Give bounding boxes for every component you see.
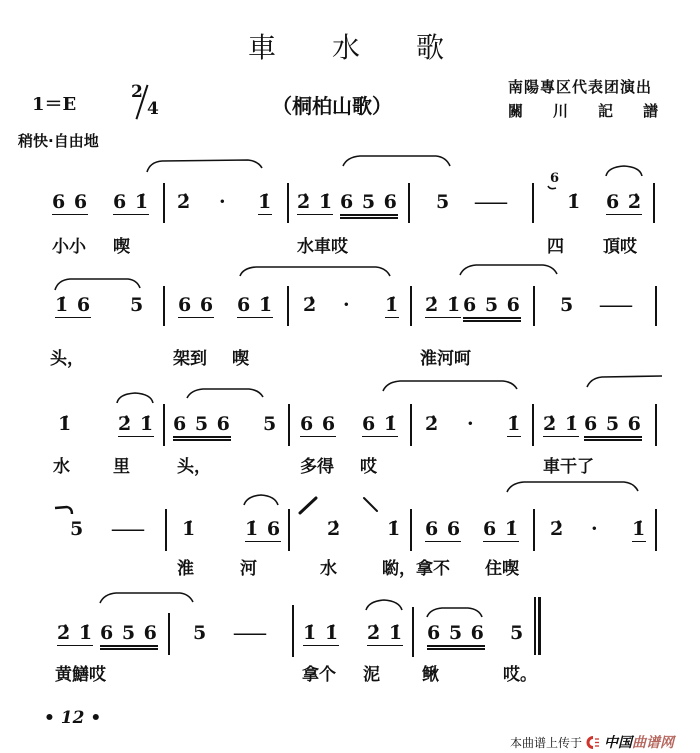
note-group: 6 1̇ (113, 191, 150, 213)
lyric: 喲，拿不 (382, 559, 450, 579)
barline (163, 404, 165, 446)
note: 1̇ (632, 518, 647, 540)
barline (533, 509, 535, 551)
barline (655, 509, 657, 551)
lyric: 淮 (177, 559, 194, 579)
note-group: 2̇ 1̇ (297, 191, 334, 213)
note-group: 6 6 (52, 191, 89, 213)
sustain-dash: — (598, 293, 634, 317)
slur (427, 608, 482, 617)
song-title: 車水歌 (248, 31, 501, 64)
site-name-part2: 曲谱网 (632, 735, 675, 751)
note-group: 6 6 (425, 518, 462, 540)
note-group: 6 6 (300, 413, 337, 435)
dot-extension: · (591, 518, 599, 540)
tie (366, 600, 402, 610)
note-group: 1̇ 1̇ (303, 622, 340, 644)
glissando-up-mark (300, 498, 316, 513)
note: 5 (263, 413, 278, 435)
note-group: 6 6 (178, 294, 215, 316)
note-group: 6 5 6 (427, 621, 485, 650)
barline (288, 404, 290, 446)
lyric: 住喫 (485, 559, 519, 579)
slur (343, 156, 450, 166)
lyric: 喫 (232, 349, 249, 369)
lyric: 头， (177, 457, 211, 477)
barline (163, 286, 165, 326)
barline (410, 286, 412, 326)
lyric: 喫 (113, 237, 130, 257)
lyric: 哎。 (503, 665, 537, 685)
barline (653, 183, 655, 223)
dot-extension: · (467, 413, 475, 435)
tie (117, 393, 153, 403)
key-signature: 1＝E (32, 94, 77, 115)
barline (163, 183, 165, 223)
note-group: 6 5 6 (173, 412, 231, 441)
note-group: 6 2̇ (606, 191, 643, 213)
lyric: 里 (113, 457, 130, 477)
slur (147, 160, 262, 172)
page-number: • 12 • (44, 708, 102, 728)
lyric: 鳅 (422, 665, 439, 685)
lyric: 河 (240, 559, 257, 579)
note: 2̇ (425, 413, 440, 435)
slur (240, 267, 390, 276)
lyric: 黄鱔哎 (55, 665, 106, 685)
grace-note: 6 (550, 171, 561, 186)
note-group: 6 1̇ (237, 294, 274, 316)
barline (288, 509, 290, 551)
barline (287, 183, 289, 223)
sustain-dash: — (473, 190, 509, 214)
note: 2̇ (327, 518, 342, 540)
barline (168, 613, 170, 655)
note: 5 (130, 294, 145, 316)
note: 1̇ (182, 518, 197, 540)
barline (410, 509, 412, 551)
barline (532, 404, 534, 446)
note: 1̇ (567, 191, 582, 213)
upload-attribution[interactable] (510, 732, 674, 752)
note: 5 (510, 622, 525, 644)
note-group: 2̇ 1̇ (543, 413, 580, 435)
performer-credit: 南陽專区代表团演出 (508, 78, 653, 96)
site-logo-icon (586, 736, 600, 749)
slur (100, 593, 193, 603)
note-group: 6 1̇ (362, 413, 399, 435)
note: 1̇ (258, 191, 273, 213)
lyric: 拿个 (302, 665, 336, 685)
note-group: 2̇ 1̇ (57, 622, 94, 644)
note-group: 2̇ 1̇ (425, 294, 462, 316)
note: 1̇ (385, 294, 400, 316)
slur-continues (587, 376, 662, 387)
barline (287, 286, 289, 326)
note: 1̇ (507, 413, 522, 435)
note: 5 (436, 191, 451, 213)
barline (655, 286, 657, 326)
transcriber-credit: 關川記譜 (508, 102, 689, 120)
site-name[interactable] (604, 732, 674, 752)
note-group: 1̇ 6 (245, 518, 282, 540)
note-group: 6 5 6 (340, 190, 398, 219)
grace-tick (548, 186, 556, 189)
lyric: 車干了 (543, 457, 594, 477)
note: 2̇ (177, 191, 192, 213)
barline (292, 605, 294, 657)
lyric: 水車哎 (297, 237, 348, 257)
note: 5 (560, 294, 575, 316)
note: 2̇ (303, 294, 318, 316)
tempo-marking: 稍快·自由地 (18, 132, 99, 150)
tie (606, 166, 642, 176)
note-group: 6 5 6 (463, 293, 521, 322)
slur-continued (55, 507, 72, 514)
tie (244, 495, 278, 505)
note-group: 6 5 6 (584, 412, 642, 441)
glissando-down-mark (364, 498, 377, 511)
lyric: 头， (50, 349, 84, 369)
lyric: 四 (547, 237, 564, 257)
dot-extension: · (343, 294, 351, 316)
note-group: 6 5 6 (100, 621, 158, 650)
slur (55, 279, 140, 290)
lyric: 小小 (52, 237, 86, 257)
barline (533, 286, 535, 326)
sustain-dash: — (110, 517, 146, 541)
slur (383, 381, 517, 391)
lyric: 哎 (360, 457, 377, 477)
barline (532, 183, 534, 223)
note: 5 (193, 622, 208, 644)
time-numerator: 2 (131, 82, 143, 102)
slur (187, 389, 263, 398)
final-barline-thick (538, 597, 541, 655)
lyric: 頂哎 (603, 237, 637, 257)
note-group: 6 1̇ (483, 518, 520, 540)
note-group: 2̇ 1̇ (118, 413, 155, 435)
lyric: 架到 (173, 349, 207, 369)
site-name-part1: 中国 (604, 735, 633, 751)
note: 2̇ (550, 518, 565, 540)
slur (507, 482, 638, 492)
barline (408, 183, 410, 223)
slur (460, 265, 557, 275)
lyric: 水 (320, 559, 337, 579)
note-group: 2̇ 1̇ (367, 622, 404, 644)
barline (165, 509, 167, 551)
lyric: 泥 (363, 665, 380, 685)
lyric: 多得 (300, 457, 334, 477)
upload-text: 本曲谱上传于 (510, 735, 583, 750)
barline (410, 404, 412, 446)
lyric: 淮河呵 (420, 349, 471, 369)
subtitle: （桐柏山歌） (272, 94, 392, 118)
lyric: 水 (53, 457, 70, 477)
sustain-dash: — (232, 621, 268, 645)
note: 1̇ (387, 518, 402, 540)
barline (655, 404, 657, 446)
barline (412, 607, 414, 657)
final-barline-thin (534, 597, 536, 655)
note-group: 1̇ 6 (55, 294, 92, 316)
note: 5 (70, 518, 85, 540)
note: 1̇ (58, 413, 73, 435)
time-denominator: 4 (147, 99, 159, 119)
dot-extension: · (219, 191, 227, 213)
